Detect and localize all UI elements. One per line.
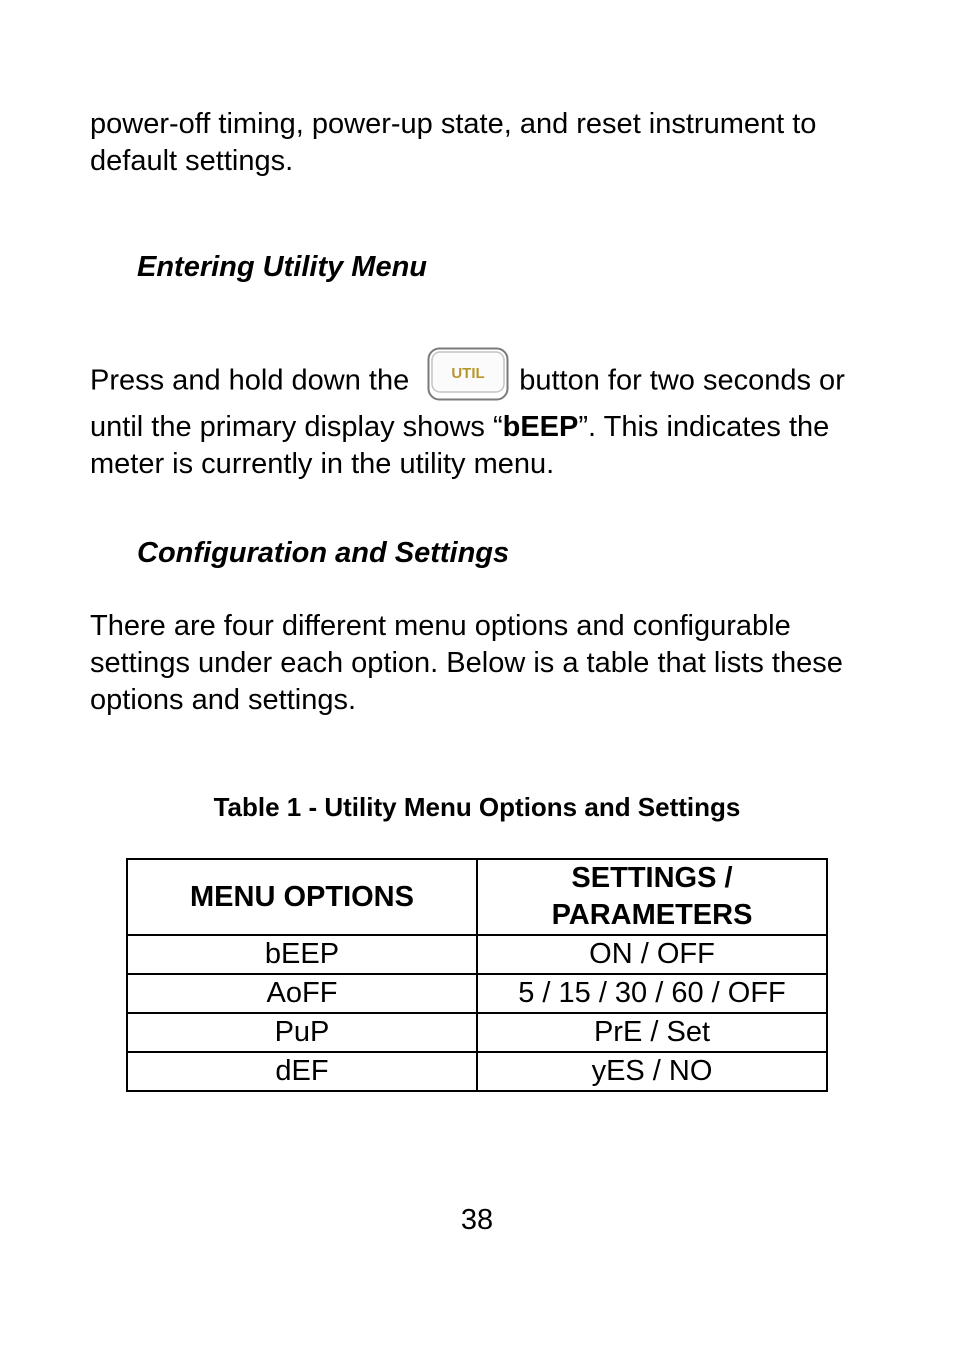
menu-option-cell: dEF [127,1052,477,1091]
table-caption: Table 1 - Utility Menu Options and Settings [213,792,741,822]
menu-option-cell: AoFF [127,974,477,1013]
setting-cell: PrE / Set [477,1013,827,1052]
intro-paragraph: power-off timing, power-up state, and reset instrument to default settings. [90,108,817,177]
setting-cell: yES / NO [477,1052,827,1091]
menu-option-cell: PuP [127,1013,477,1052]
press-after-text: button for two seconds or until the primary display shows “ [90,364,845,443]
press-and-hold-paragraph [90,355,880,483]
table-row [127,935,827,974]
table-header-row [127,859,827,935]
menu-option-cell: bEEP [127,935,477,974]
beep-display-word: bEEP [502,411,579,443]
setting-cell: 5 / 15 / 30 / 60 / OFF [477,974,827,1013]
table-row [127,1013,827,1052]
table-row [127,1052,827,1091]
header-settings-parameters: SETTINGS / PARAMETERS [477,859,827,935]
utility-menu-table [126,858,828,1092]
setting-cell: ON / OFF [477,935,827,974]
page-number: 38 [460,1204,494,1236]
table-row [127,974,827,1013]
press-before-text: Press and hold down the [90,364,410,397]
press-end-text: ”. This indicates the meter is currently in the utility menu. [90,411,830,480]
util-button-icon [427,347,509,401]
util-button-label: UTIL [451,365,485,382]
header-menu-options: MENU OPTIONS [127,859,477,935]
entering-utility-menu-heading: Entering Utility Menu [137,251,427,283]
configuration-settings-heading: Configuration and Settings [137,537,510,569]
configuration-paragraph: There are four different menu options and configurable settings under each option. Below is a table that lists these options and settings. [90,610,843,716]
